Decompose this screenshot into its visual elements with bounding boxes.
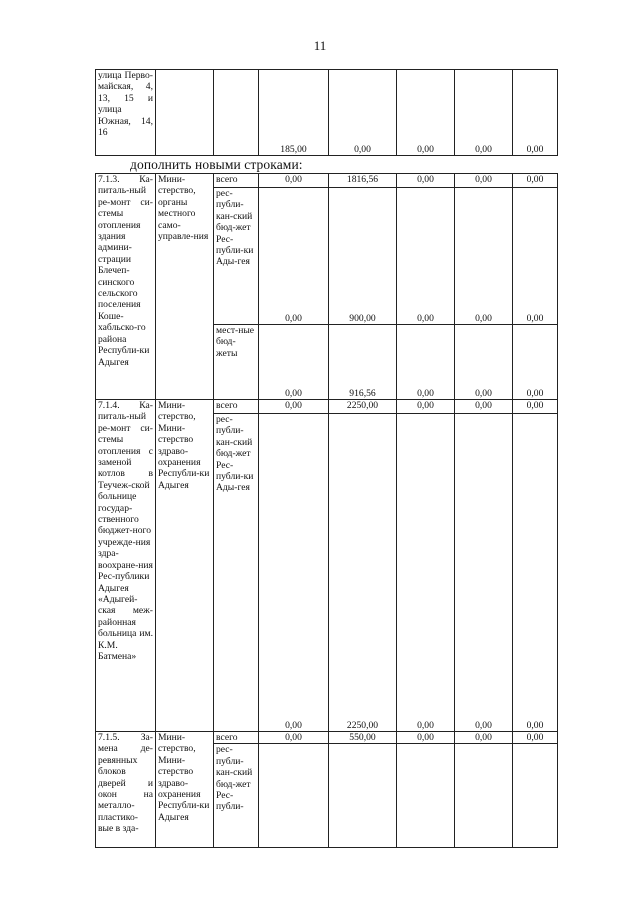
value-cell (329, 744, 397, 848)
object-name-cell: 7.1.3. Ка-питаль-ный ре-монт си-стемы отопления здания админи-страции Блечеп-синского сельского поселения Коше-хабльско-го района Республи-ки Адыгея (96, 174, 156, 400)
value-cell (397, 744, 455, 848)
object-name-cell: 7.1.5. За-мена де-ревянных блоков дверей и окон на металло-пластико-вые в зда- (96, 732, 156, 848)
source-label: всего (214, 174, 259, 188)
value-cell: 0,00 (455, 732, 513, 744)
value-cell: 0,00 (397, 732, 455, 744)
object-name-cell: улица Перво-майская, 4, 13, 15 и улица Южная, 14, 16 (96, 70, 156, 156)
value-cell: 0,00 (455, 400, 513, 414)
value-cell: 0,00 (259, 414, 329, 732)
value-cell: 0,00 (455, 188, 513, 325)
value-cell: 0,00 (329, 70, 397, 156)
amendment-note: дополнить новыми строками: (130, 157, 303, 172)
value-cell: 0,00 (259, 188, 329, 325)
source-cell (214, 70, 259, 156)
executor-cell: Мини-стерство, Мини-стерство здраво-охранения Республи-ки Адыгея (156, 732, 214, 848)
executor-cell: Мини-стерство, Мини-стерство здраво-охранения Республи-ки Адыгея (156, 400, 214, 732)
value-cell: 0,00 (455, 70, 513, 156)
object-name-cell: 7.1.4. Ка-питаль-ный ре-монт си-стемы отопления с заменой котлов в Теучеж-ской больнице государ-ственного бюджет-ного учрежде-ния здра-воохране-ния Рес-публики Адыгея «Адыгей-ская меж-районная больница им. К.М. Батмена» (96, 400, 156, 732)
value-cell: 916,56 (329, 325, 397, 400)
continued-table (95, 69, 558, 156)
new-rows-table (95, 173, 558, 848)
value-cell: 0,00 (259, 732, 329, 744)
value-cell: 0,00 (259, 325, 329, 400)
value-cell: 0,00 (455, 414, 513, 732)
value-cell: 0,00 (513, 174, 558, 188)
value-cell: 0,00 (513, 70, 558, 156)
value-cell: 0,00 (397, 188, 455, 325)
value-cell: 0,00 (455, 325, 513, 400)
value-cell: 2250,00 (329, 400, 397, 414)
executor-cell: Мини-стерство, органы местного само-управле-ния (156, 174, 214, 400)
value-cell: 2250,00 (329, 414, 397, 732)
table-row (96, 70, 558, 156)
value-cell: 0,00 (259, 400, 329, 414)
value-cell: 185,00 (259, 70, 329, 156)
source-label: рес-публи-кан-ский бюд-жет Рес-публи-ки Ады-гея (214, 188, 259, 325)
source-label: рес-публи-кан-ский бюд-жет Рес-публи-ки Ады-гея (214, 414, 259, 732)
value-cell (513, 744, 558, 848)
value-cell: 0,00 (259, 174, 329, 188)
value-cell: 0,00 (397, 325, 455, 400)
table-row (96, 174, 558, 188)
value-cell: 0,00 (513, 325, 558, 400)
value-cell: 0,00 (397, 414, 455, 732)
value-cell: 0,00 (513, 732, 558, 744)
value-cell: 0,00 (397, 70, 455, 156)
source-label: рес-публи-кан-ский бюд-жет Рес-публи- (214, 744, 259, 848)
value-cell (455, 744, 513, 848)
table-row (96, 732, 558, 744)
value-cell: 0,00 (513, 400, 558, 414)
page-number: 11 (313, 38, 327, 53)
source-label: мест-ные бюд-жеты (214, 325, 259, 400)
value-cell: 0,00 (455, 174, 513, 188)
value-cell: 0,00 (397, 400, 455, 414)
value-cell: 0,00 (513, 188, 558, 325)
value-cell: 1816,56 (329, 174, 397, 188)
value-cell: 0,00 (513, 414, 558, 732)
value-cell: 900,00 (329, 188, 397, 325)
value-cell (259, 744, 329, 848)
value-cell: 0,00 (397, 174, 455, 188)
source-label: всего (214, 732, 259, 744)
executor-cell (156, 70, 214, 156)
value-cell: 550,00 (329, 732, 397, 744)
table-row (96, 400, 558, 414)
source-label: всего (214, 400, 259, 414)
